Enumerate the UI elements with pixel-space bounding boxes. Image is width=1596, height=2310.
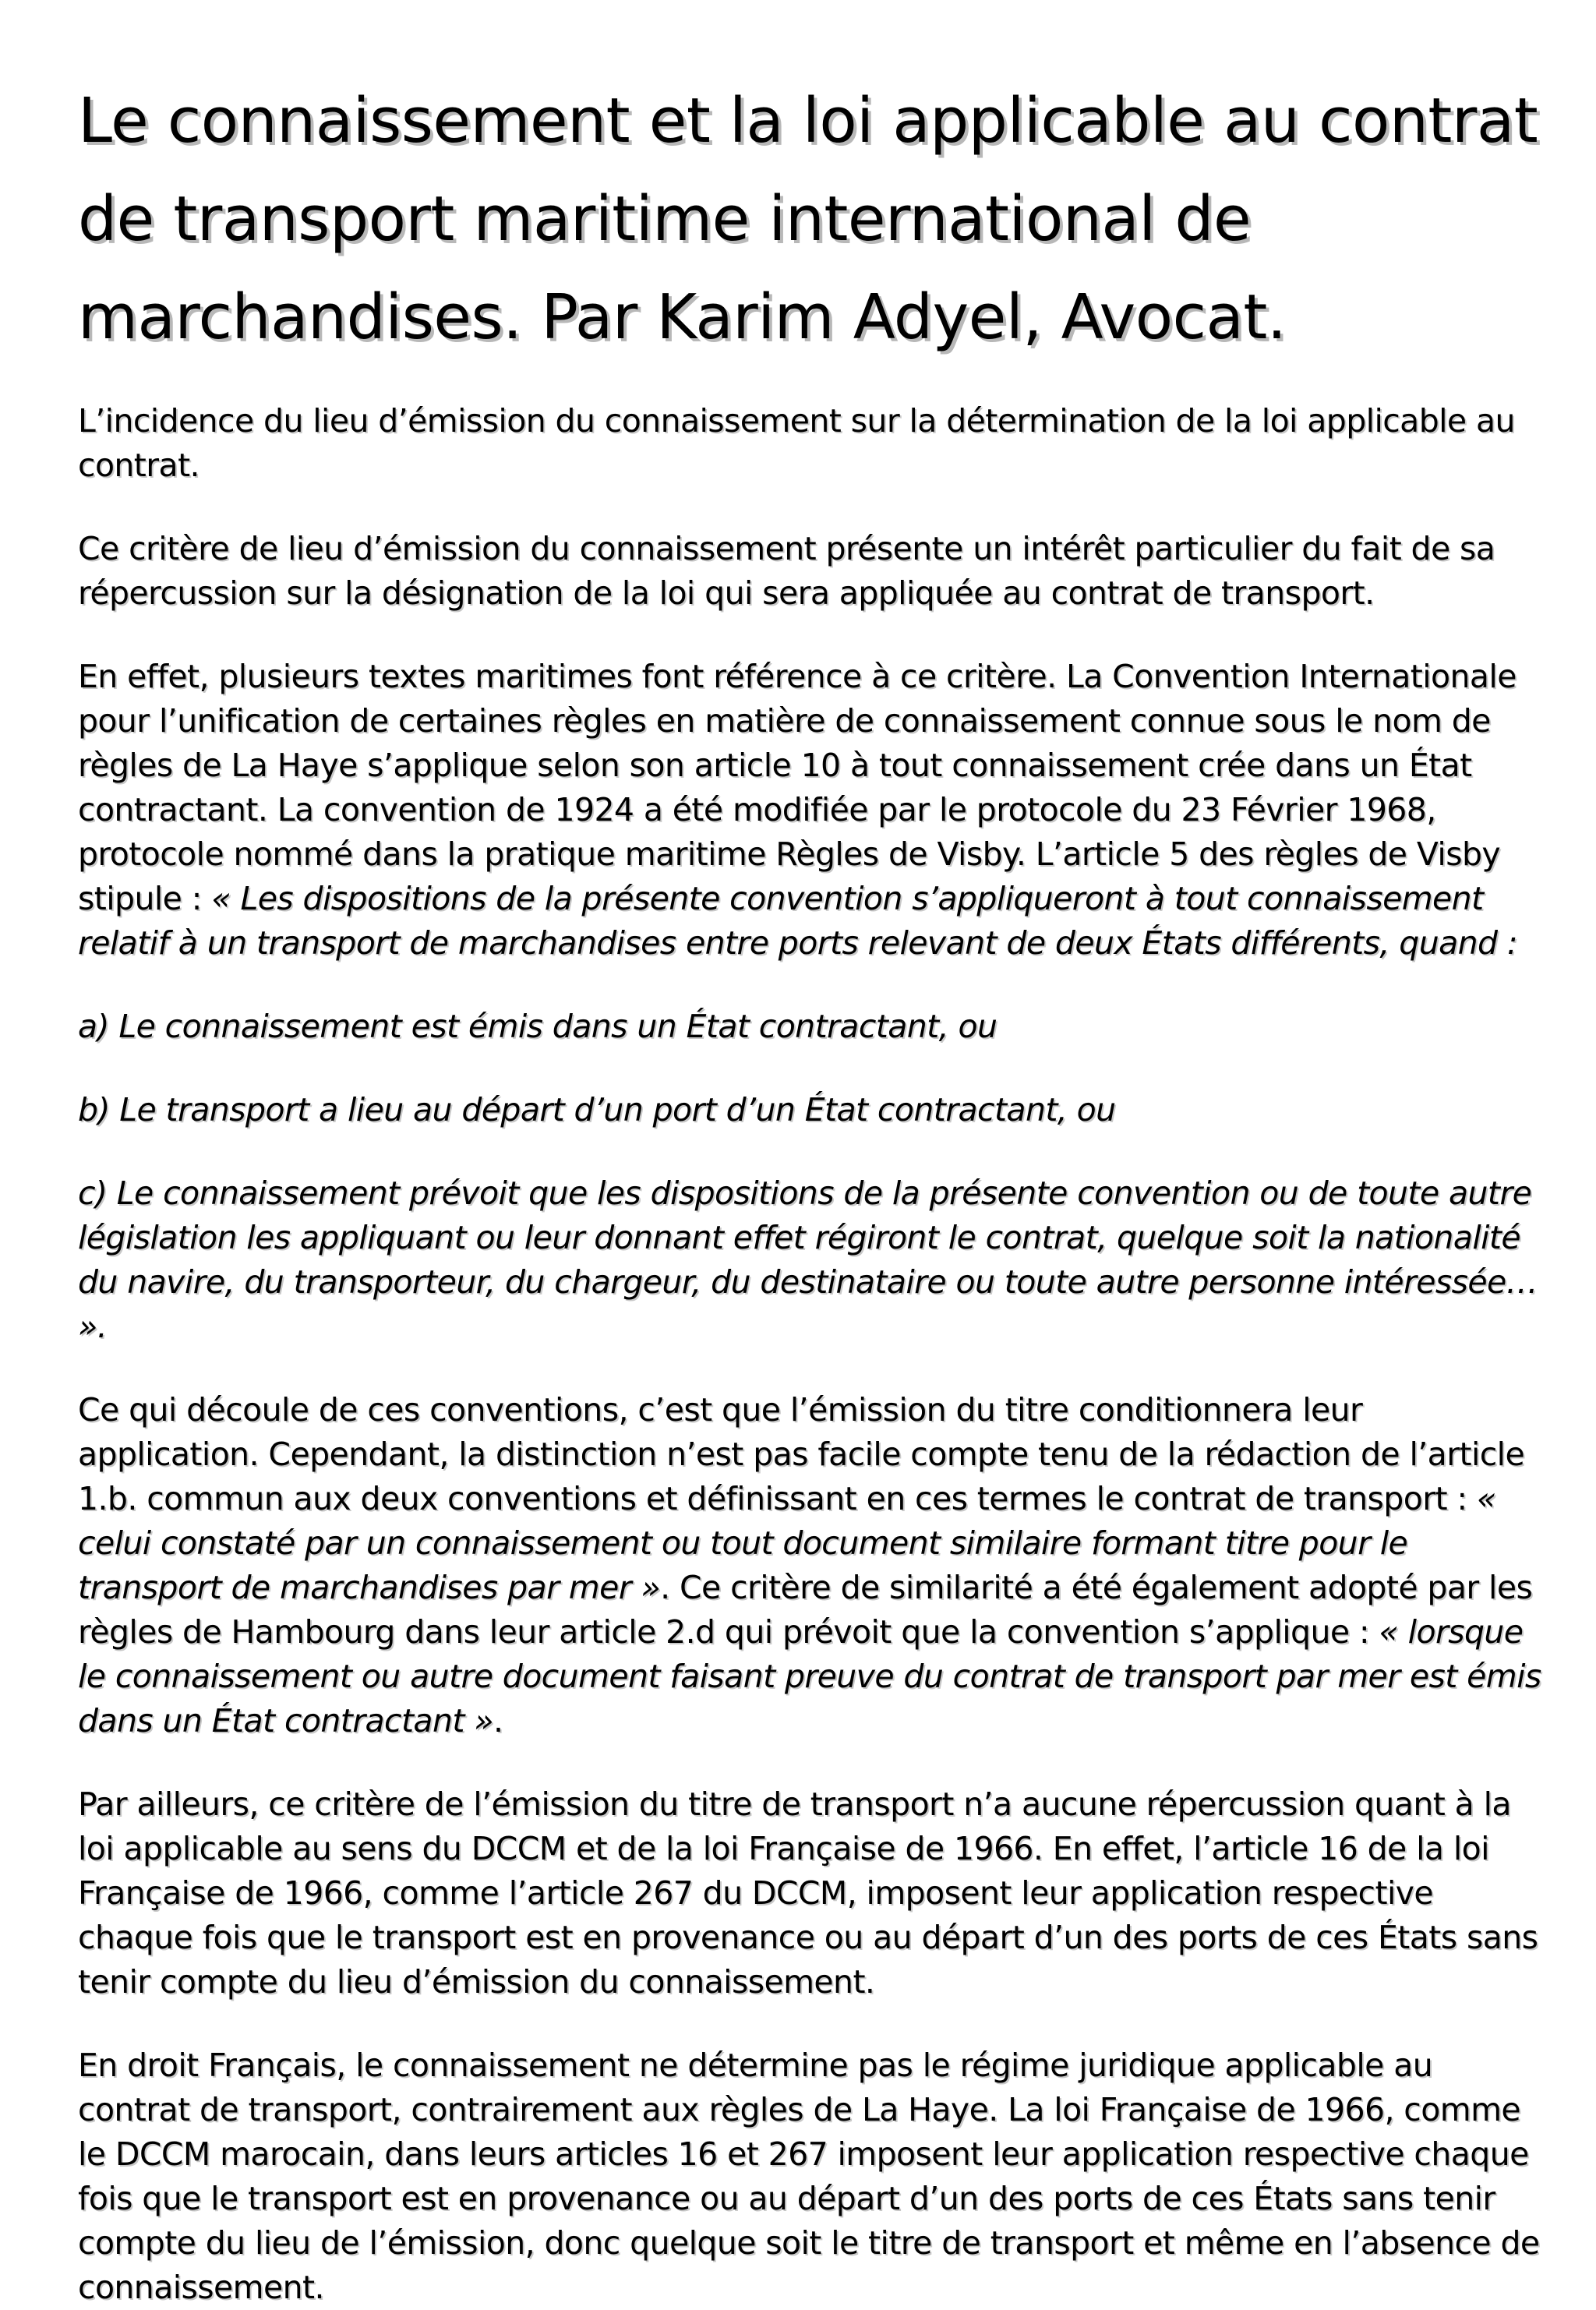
article-1b-quote: « celui constaté par un connaissement ou tout document similaire formant titre pour le transport de marchandises par mer » (78, 1480, 1496, 1606)
paragraph-dccm: Par ailleurs, ce critère de l’émission du titre de transport n’a aucune répercussion quant à la loi applicable au sens du DCCM et de la loi Française de 1966. En effet, l’article 16 de la loi Française de 1966, comme l’article 267 du DCCM, imposent leur application respective chaque fois que le transport est en provenance ou au départ d’un des ports de ces États sans tenir compte du lieu d’émission du connaissement. (78, 1785, 1538, 2001)
consequences-text-3: . (493, 1702, 503, 1740)
paragraph-intro: L’incidence du lieu d’émission du connaissement sur la détermination de la loi applicable au contrat. (78, 402, 1515, 484)
document-page (78, 72, 1543, 2310)
list-item-b: b) Le transport a lieu au départ d’un port d’un État contractant, ou (78, 1091, 1116, 1129)
paragraph-conventions (78, 655, 1543, 966)
hamburg-quote: « lorsque le connaissement ou autre document faisant preuve du contrat de transport par mer est émis dans un État contractant » (78, 1613, 1541, 1740)
paragraph-french-law: En droit Français, le connaissement ne détermine pas le régime juridique applicable au contrat de transport, contrairement aux règles de La Haye. La loi Française de 1966, comme le DCCM marocain, dans leurs articles 16 et 267 imposent leur application respective chaque fois que le transport est en provenance ou au départ d’un des ports de ces États sans tenir compte du lieu de l’émission, donc quelque soit le titre de transport et même en l’absence de connaissement. (78, 2047, 1540, 2306)
visby-quote: « Les dispositions de la présente convention s’appliqueront à tout connaissement relatif à un transport de marchandises entre ports relevant de deux États différents, quand : (78, 880, 1518, 962)
consequences-text-2: . Ce critère de similarité a été également adopté par les règles de Hambourg dans leur article 2.d qui prévoit que la convention s’applique : (78, 1569, 1533, 1651)
paragraph-criterion: Ce critère de lieu d’émission du connaissement présente un intérêt particulier du fait de sa répercussion sur la désignation de la loi qui sera appliquée au contrat de transport. (78, 530, 1495, 612)
document-title: Le connaissement et la loi applicable au contrat de transport maritime international de marchandises. Par Karim Adyel, Avocat. (78, 85, 1538, 353)
consequences-text-1: Ce qui découle de ces conventions, c’est que l’émission du titre conditionnera leur application. Cependant, la distinction n’est pas facile compte tenu de la rédaction de l’article 1.b. commun aux deux conventions et définissant en ces termes le contrat de transport : (78, 1391, 1525, 1517)
paragraph-consequences (78, 1388, 1543, 1743)
conventions-text: En effet, plusieurs textes maritimes font référence à ce critère. La Convention Internationale pour l’unification de certaines règles en matière de connaissement connue sous le nom de règles de La Haye s’applique selon son article 10 à tout connaissement crée dans un État contractant. La convention de 1924 a été modifiée par le protocole du 23 Février 1968, protocole nommé dans la pratique maritime Règles de Visby. L’article 5 des règles de Visby stipule : (78, 658, 1517, 917)
list-item-a: a) Le connaissement est émis dans un État contractant, ou (78, 1008, 998, 1045)
list-item-c: c) Le connaissement prévoit que les dispositions de la présente convention ou de toute autre législation les appliquant ou leur donnant effet régiront le contrat, quelque soit la nationalité du navire, du transporteur, du chargeur, du destinataire ou toute autre personne intéressée… ». (78, 1174, 1538, 1345)
